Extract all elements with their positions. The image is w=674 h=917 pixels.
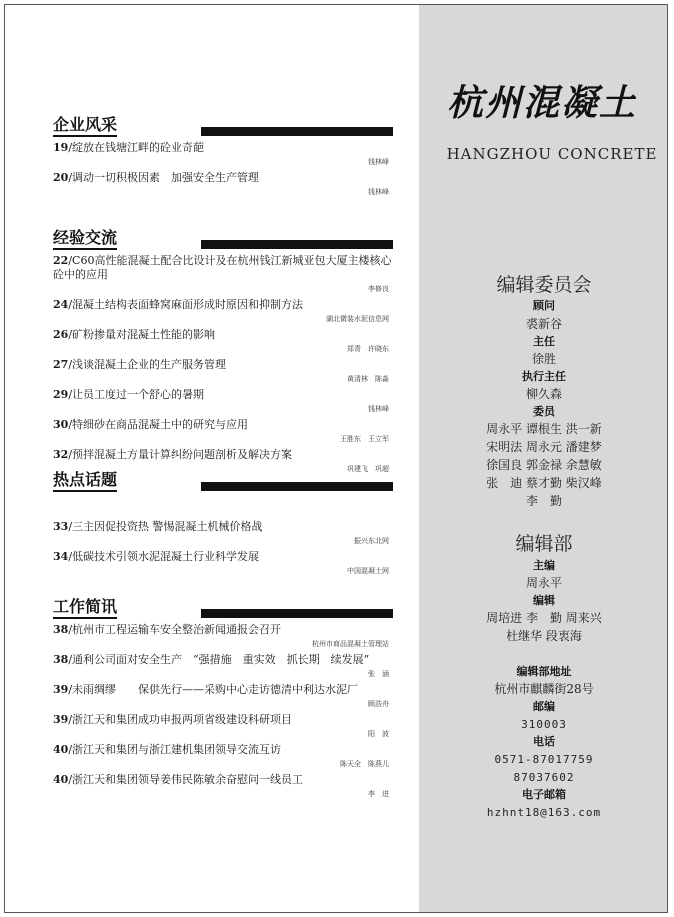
page-number: 30 bbox=[53, 418, 69, 431]
members-label: 委员 bbox=[533, 405, 555, 418]
section-title: 热点话题 bbox=[53, 471, 117, 492]
article-author: 陈天全 陈燕儿 bbox=[340, 760, 389, 768]
toc-entry[interactable]: 24/混凝土结构表面蜂窝麻面形成时原因和抑制方法 湖北微装水泥信息网 bbox=[53, 298, 389, 323]
exec-director-name: 柳久森 bbox=[525, 387, 562, 401]
toc-entry[interactable]: 38/通利公司面对安全生产 “强措施 重实效 抓长期 续发展” 张 涵 bbox=[53, 653, 389, 678]
phone-value: 0571-87017759 bbox=[494, 753, 594, 766]
page-number: 38 bbox=[53, 653, 69, 666]
toc-section bbox=[53, 470, 393, 576]
section-bar bbox=[201, 240, 393, 249]
zip-label: 邮编 bbox=[533, 700, 555, 713]
article-author: 阳 波 bbox=[368, 730, 389, 738]
chief-editor-label: 主编 bbox=[533, 559, 555, 572]
toc-entry[interactable]: 34/低碳技术引领水泥混凝土行业科学发展 中国混凝土网 bbox=[53, 550, 389, 575]
toc-entry[interactable]: 33/三主因促投资热 警惕混凝土机械价格战 振兴东北网 bbox=[53, 520, 389, 545]
page-number: 29 bbox=[53, 388, 69, 401]
page-number: 34 bbox=[53, 550, 69, 563]
masthead-english-title: HANGZHOU CONCRETE bbox=[446, 145, 658, 163]
article-author: 张 涵 bbox=[368, 670, 389, 678]
toc-entry[interactable]: 30/特细砂在商品混凝土中的研究与应用 王胜东 王立军 bbox=[53, 418, 389, 443]
address-value: 杭州市麒麟街28号 bbox=[494, 682, 594, 696]
article-author: 钱林峰 bbox=[368, 188, 389, 196]
page-number: 19 bbox=[53, 141, 69, 154]
chief-editor-name: 周永平 bbox=[525, 576, 562, 590]
article-title: 预拌混凝土方量计算纠纷问题剖析及解决方案 bbox=[72, 448, 293, 461]
toc-entry[interactable]: 20/调动一切积极因素 加强安全生产管理 钱林峰 bbox=[53, 171, 389, 196]
address-label: 编辑部地址 bbox=[516, 665, 572, 678]
article-title: 浙江天和集团成功申报两项省级建设科研项目 bbox=[72, 713, 293, 726]
toc-entry[interactable]: 40/浙江天和集团领导姜伟民陈敏余奋慰问一线员工 李 进 bbox=[53, 773, 389, 798]
article-title: 通利公司面对安全生产 “强措施 重实效 抓长期 续发展” bbox=[72, 653, 370, 666]
article-author: 郑青 许晓东 bbox=[347, 345, 389, 353]
toc-section bbox=[53, 228, 393, 474]
page-number: 40 bbox=[53, 773, 69, 786]
page-number: 33 bbox=[53, 520, 69, 533]
advisor-name: 裘新谷 bbox=[525, 317, 562, 331]
phone-label: 电话 bbox=[533, 735, 555, 748]
director-name: 徐胜 bbox=[531, 352, 556, 366]
page-frame bbox=[4, 4, 668, 913]
article-title: 浙江天和集团与浙江建机集团领导交流互访 bbox=[72, 743, 282, 756]
phone-value: 87037602 bbox=[513, 771, 575, 784]
article-author: 黄清林 陈淼 bbox=[347, 375, 389, 383]
page-number: 24 bbox=[53, 298, 69, 311]
page-number: 27 bbox=[53, 358, 69, 371]
section-header bbox=[53, 597, 393, 619]
article-author: 振兴东北网 bbox=[354, 537, 389, 545]
committee-heading: 编辑委员会 bbox=[496, 274, 592, 296]
exec-director-label: 执行主任 bbox=[522, 370, 566, 383]
article-title: 特细砂在商品混凝土中的研究与应用 bbox=[72, 418, 249, 431]
article-author: 中国混凝土网 bbox=[347, 567, 389, 575]
article-title: 低碳技术引领水泥混凝土行业科学发展 bbox=[72, 550, 260, 563]
editorial-heading: 编辑部 bbox=[515, 533, 573, 555]
article-title: 浅谈混凝土企业的生产服务管理 bbox=[72, 358, 227, 371]
article-author: 李 进 bbox=[368, 790, 389, 798]
article-title: 未雨绸缪 保供先行——采购中心走访德清中利达水泥厂 bbox=[72, 683, 359, 696]
page-number: 20 bbox=[53, 171, 69, 184]
section-title: 经验交流 bbox=[53, 229, 117, 250]
toc-entry[interactable]: 40/浙江天和集团与浙江建机集团领导交流互访 陈天全 陈燕儿 bbox=[53, 743, 389, 768]
toc-entry[interactable]: 39/浙江天和集团成功申报两项省级建设科研项目 阳 波 bbox=[53, 713, 389, 738]
section-header bbox=[53, 115, 393, 137]
email-value: hzhnt18@163.com bbox=[486, 806, 602, 819]
article-title: 让员工度过一个舒心的暑期 bbox=[72, 388, 205, 401]
section-bar bbox=[201, 482, 393, 491]
article-author: 顾浩舟 bbox=[368, 700, 389, 708]
section-header bbox=[53, 228, 393, 250]
editors-label: 编辑 bbox=[533, 594, 555, 607]
masthead-calligraphy-title: 杭州混凝土 bbox=[447, 82, 638, 124]
article-author: 巩建飞 巩超 bbox=[347, 465, 389, 473]
article-author: 钱林峰 bbox=[368, 158, 389, 166]
toc-entry[interactable]: 19/绽放在钱塘江畔的砼业奇葩 钱林峰 bbox=[53, 141, 389, 166]
article-title: 调动一切积极因素 加强安全生产管理 bbox=[72, 171, 260, 184]
article-author: 湖北微装水泥信息网 bbox=[326, 315, 389, 323]
section-header bbox=[53, 470, 393, 492]
members-line: 张 迪 蔡才勤 柴汉峰 bbox=[486, 476, 602, 490]
article-author: 王胜东 王立军 bbox=[340, 435, 389, 443]
article-title: 矿粉掺量对混凝土性能的影响 bbox=[72, 328, 216, 341]
advisor-label: 顾问 bbox=[533, 299, 555, 312]
page-number: 26 bbox=[53, 328, 69, 341]
zip-value: 310003 bbox=[521, 718, 567, 731]
page-number: 32 bbox=[53, 448, 69, 461]
toc-entry[interactable]: 32/预拌混凝土方量计算纠纷问题剖析及解决方案 巩建飞 巩超 bbox=[53, 448, 389, 473]
article-title: 杭州市工程运输车安全整治新闻通报会召开 bbox=[72, 623, 282, 636]
page-number: 39 bbox=[53, 713, 69, 726]
section-title: 企业风采 bbox=[53, 116, 117, 137]
article-title: 浙江天和集团领导姜伟民陈敏余奋慰问一线员工 bbox=[72, 773, 304, 786]
members-line: 徐国良 郭金禄 余慧敏 bbox=[486, 458, 602, 472]
article-author: 钱林峰 bbox=[368, 405, 389, 413]
director-label: 主任 bbox=[533, 335, 555, 348]
members-line: 宋明法 周永元 潘建梦 bbox=[486, 440, 602, 454]
article-author: 杭州市商品混凝土管理站 bbox=[312, 640, 389, 648]
editors-line: 周培进 李 勤 周来兴 bbox=[486, 611, 602, 625]
article-title: 三主因促投资热 警惕混凝土机械价格战 bbox=[72, 520, 263, 533]
section-bar bbox=[201, 127, 393, 136]
article-title: 绽放在钱塘江畔的砼业奇葩 bbox=[72, 141, 205, 154]
article-title: 混凝土结构表面蜂窝麻面形成时原因和抑制方法 bbox=[72, 298, 304, 311]
page-number: 38 bbox=[53, 623, 69, 636]
toc-entry[interactable]: 27/浅谈混凝土企业的生产服务管理 黄清林 陈淼 bbox=[53, 358, 389, 383]
email-label: 电子邮箱 bbox=[522, 788, 566, 801]
toc-entry[interactable]: 38/杭州市工程运输车安全整治新闻通报会召开 杭州市商品混凝土管理站 bbox=[53, 623, 389, 648]
section-title: 工作简讯 bbox=[53, 598, 117, 619]
members-line: 李 勤 bbox=[525, 494, 562, 508]
toc-entry[interactable]: 26/矿粉掺量对混凝土性能的影响 郑青 许晓东 bbox=[53, 328, 389, 353]
toc-section bbox=[53, 597, 393, 799]
toc-section bbox=[53, 115, 393, 197]
toc-entry[interactable]: 22/C60高性能混凝土配合比设计及在杭州钱江新城亚包大厦主楼核心砼中的应用 李修良 bbox=[53, 254, 392, 293]
page-number: 39 bbox=[53, 683, 69, 696]
toc-entry[interactable]: 29/让员工度过一个舒心的暑期 钱林峰 bbox=[53, 388, 389, 413]
members-line: 周永平 谭根生 洪一新 bbox=[486, 422, 602, 436]
article-author: 李修良 bbox=[368, 285, 389, 293]
masthead-column bbox=[419, 5, 668, 912]
page-number: 22 bbox=[53, 254, 69, 267]
toc-entry[interactable]: 39/未雨绸缪 保供先行——采购中心走访德清中利达水泥厂 顾浩舟 bbox=[53, 683, 389, 708]
page-number: 40 bbox=[53, 743, 69, 756]
section-bar bbox=[201, 609, 393, 618]
editors-line: 杜继华 段衷海 bbox=[506, 629, 582, 643]
article-title: C60高性能混凝土配合比设计及在杭州钱江新城亚包大厦主楼核心砼中的应用 bbox=[53, 254, 392, 281]
